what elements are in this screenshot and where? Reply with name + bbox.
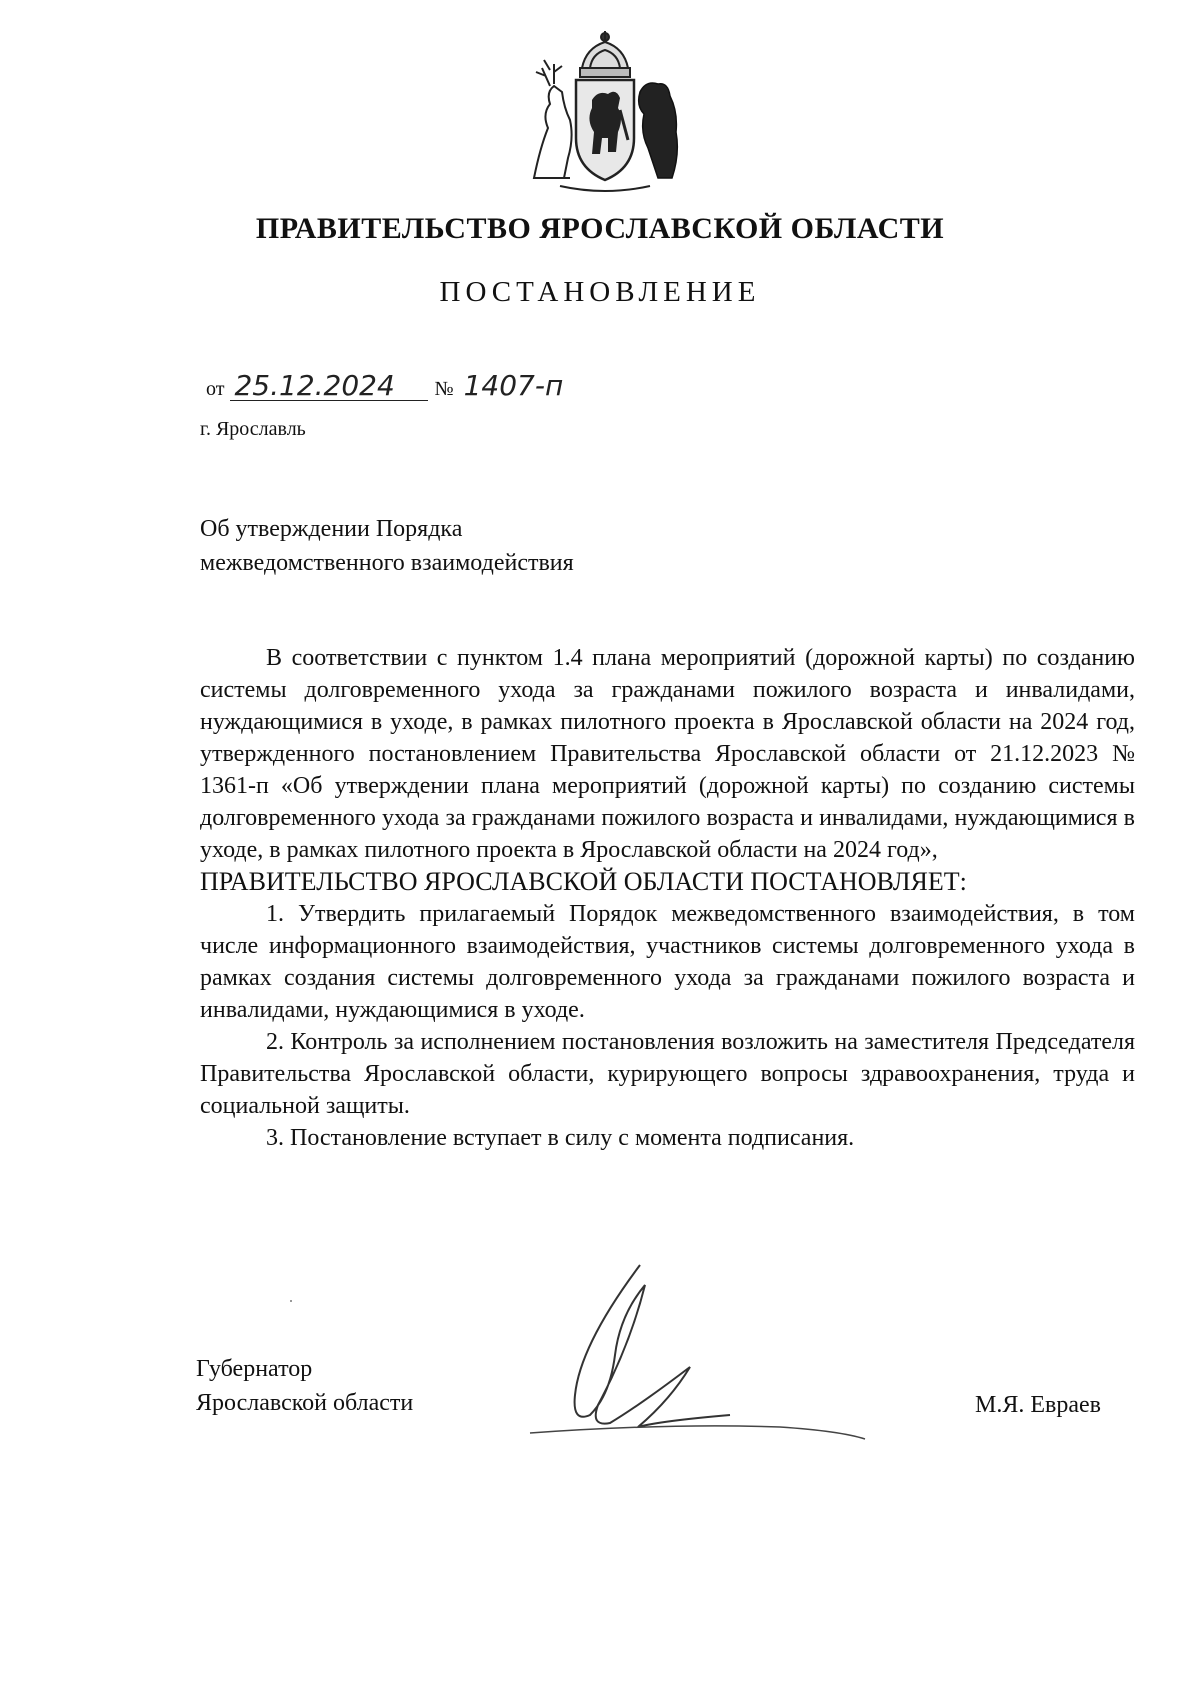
item-1: 1. Утвердить прилагаемый Порядок межведомственного взаимодействия, в том числе информационного взаимодействия, участников системы долговременного ухода в рамках создания системы долговременного ухода за гражданами пожилого возраста и инвалидами, нуждающимися в уходе. [200,901,1135,1023]
signer-position [196,1352,413,1420]
handwritten-signature [520,1255,940,1465]
item-3: 3. Постановление вступает в силу с момента подписания. [266,1125,855,1151]
document-subject [200,512,574,580]
signer-position-line-1: Губернатор [196,1356,313,1382]
document-body [200,642,1135,1154]
scan-dot [290,1300,292,1302]
dateline [200,369,568,402]
subject-line-2: межведомственного взаимодействия [200,550,574,576]
handwritten-date: 25.12.2024 [230,372,428,401]
coat-of-arms-icon [520,28,690,198]
subject-line-1: Об утверждении Порядка [200,516,463,542]
number-prefix: № [434,378,454,400]
document-type: ПОСТАНОВЛЕНИЕ [439,276,761,308]
decree-statement: ПРАВИТЕЛЬСТВО ЯРОСЛАВСКОЙ ОБЛАСТИ ПОСТАНОВЛЯЕТ: [200,867,967,896]
date-prefix: от [206,378,225,400]
organization-title: ПРАВИТЕЛЬСТВО ЯРОСЛАВСКОЙ ОБЛАСТИ [255,212,945,245]
handwritten-number: 1407-п [463,369,564,402]
signer-position-line-2: Ярославской области [196,1390,414,1416]
signer-name: М.Я. Евраев [975,1392,1101,1418]
item-2: 2. Контроль за исполнением постановления возложить на заместителя Председателя Правительства Ярославской области, курирующего вопросы здравоохранения, труда и социальной защиты. [200,1029,1135,1119]
city: г. Ярославль [200,418,306,440]
preamble-paragraph: В соответствии с пунктом 1.4 плана мероприятий (дорожной карты) по созданию системы долговременного ухода за гражданами пожилого возраста и инвалидами, нуждающимися в уходе, в рамках пилотного проекта в Ярославской области на 2024 год, утвержденного постановлением Правительства Ярославской области от 21.12.2023 № 1361-п «Об утверждении плана мероприятий (дорожной карты) по созданию системы долговременного ухода за гражданами пожилого возраста и инвалидами, нуждающимися в уходе, в рамках пилотного проекта в Ярославской области на 2024 год», [200,645,1135,863]
